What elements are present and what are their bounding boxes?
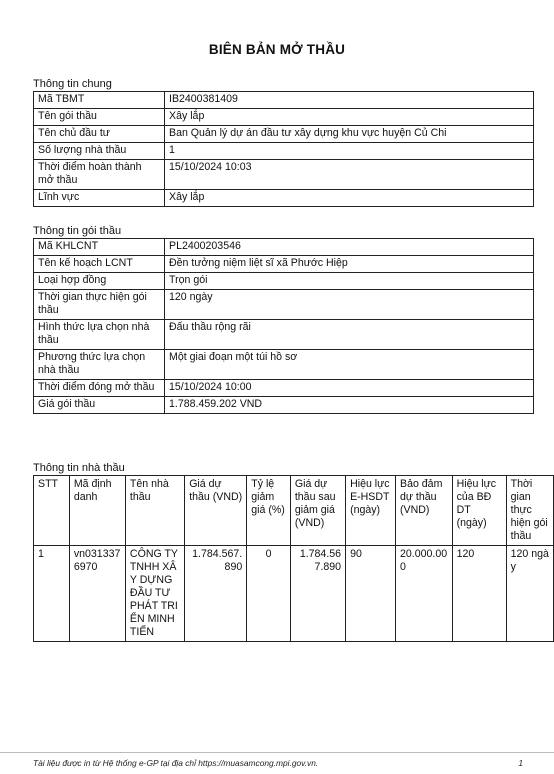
table-cell: CÔNG TY TNHH XÂY DỰNG ĐẦU TƯ PHÁT TRIỂN MINH TIẾN xyxy=(125,546,184,642)
info-label: Lĩnh vực xyxy=(34,190,165,207)
footer xyxy=(33,758,523,768)
info-value: Xây lắp xyxy=(165,190,534,207)
table-cell: 1.784.567.890 xyxy=(185,546,247,642)
info-label: Tên kế hoạch LCNT xyxy=(34,256,165,273)
column-header: Mã định danh xyxy=(69,476,125,546)
info-value: 15/10/2024 10:03 xyxy=(165,160,534,190)
table-cell: 90 xyxy=(346,546,396,642)
table-cell: 120 ngày xyxy=(506,546,553,642)
column-header: Giá dự thầu sau giảm giá (VND) xyxy=(290,476,345,546)
table-row xyxy=(34,546,554,642)
info-row xyxy=(34,397,534,414)
info-row xyxy=(34,109,534,126)
info-label: Tên gói thầu xyxy=(34,109,165,126)
info-label: Tên chủ đầu tư xyxy=(34,126,165,143)
table-cell: 120 xyxy=(452,546,506,642)
info-row xyxy=(34,273,534,290)
info-value: Xây lắp xyxy=(165,109,534,126)
info-value: 15/10/2024 10:00 xyxy=(165,380,534,397)
info-row xyxy=(34,143,534,160)
info-value: Ban Quản lý dự án đầu tư xây dựng khu vực huyện Củ Chi xyxy=(165,126,534,143)
table-cell: 1 xyxy=(34,546,70,642)
footer-divider xyxy=(0,752,554,753)
package-info-table xyxy=(33,238,534,414)
column-header: Giá dự thầu (VND) xyxy=(185,476,247,546)
column-header: STT xyxy=(34,476,70,546)
column-header: Hiệu lực E-HSDT (ngày) xyxy=(346,476,396,546)
info-row xyxy=(34,290,534,320)
general-info-table xyxy=(33,91,534,207)
info-row xyxy=(34,350,534,380)
info-value: Đấu thầu rộng rãi xyxy=(165,320,534,350)
info-label: Thời gian thực hiện gói thầu xyxy=(34,290,165,320)
table-cell: 1.784.567.890 xyxy=(290,546,345,642)
column-header: Tên nhà thầu xyxy=(125,476,184,546)
info-label: Thời điểm hoàn thành mở thầu xyxy=(34,160,165,190)
info-value: Một giai đoạn một túi hồ sơ xyxy=(165,350,534,380)
info-label: Giá gói thầu xyxy=(34,397,165,414)
info-value: 1 xyxy=(165,143,534,160)
contractor-info-table xyxy=(33,475,554,642)
info-row xyxy=(34,320,534,350)
info-value: 120 ngày xyxy=(165,290,534,320)
info-label: Thời điểm đóng mở thầu xyxy=(34,380,165,397)
info-row xyxy=(34,160,534,190)
column-header: Hiệu lực của BĐ DT (ngày) xyxy=(452,476,506,546)
page-number: 1 xyxy=(518,758,523,768)
column-header: Bảo đảm dự thầu (VND) xyxy=(396,476,453,546)
info-row xyxy=(34,239,534,256)
table-cell: 20.000.000 xyxy=(396,546,453,642)
info-label: Phương thức lựa chọn nhà thầu xyxy=(34,350,165,380)
footer-text: Tài liệu được in từ Hệ thống e-GP tại địa chỉ https://muasamcong.mpi.gov.vn. xyxy=(33,758,319,768)
info-row xyxy=(34,256,534,273)
info-label: Mã KHLCNT xyxy=(34,239,165,256)
info-row xyxy=(34,190,534,207)
column-header: Thời gian thực hiện gói thầu xyxy=(506,476,553,546)
info-value: PL2400203546 xyxy=(165,239,534,256)
info-label: Loại hợp đồng xyxy=(34,273,165,290)
info-value: 1.788.459.202 VND xyxy=(165,397,534,414)
contractor-info-heading: Thông tin nhà thầu xyxy=(33,462,125,474)
info-label: Hình thức lựa chọn nhà thầu xyxy=(34,320,165,350)
table-cell: 0 xyxy=(247,546,291,642)
info-value: Đền tưởng niệm liệt sĩ xã Phước Hiệp xyxy=(165,256,534,273)
info-row xyxy=(34,92,534,109)
info-label: Mã TBMT xyxy=(34,92,165,109)
info-row xyxy=(34,126,534,143)
info-label: Số lượng nhà thầu xyxy=(34,143,165,160)
info-value: IB2400381409 xyxy=(165,92,534,109)
package-info-heading: Thông tin gói thầu xyxy=(33,225,122,237)
info-value: Trọn gói xyxy=(165,273,534,290)
general-info-heading: Thông tin chung xyxy=(33,78,112,90)
table-cell: vn0313376970 xyxy=(69,546,125,642)
document-title: BIÊN BẢN MỞ THẦU xyxy=(208,42,346,57)
info-row xyxy=(34,380,534,397)
column-header: Tỷ lệ giảm giá (%) xyxy=(247,476,291,546)
